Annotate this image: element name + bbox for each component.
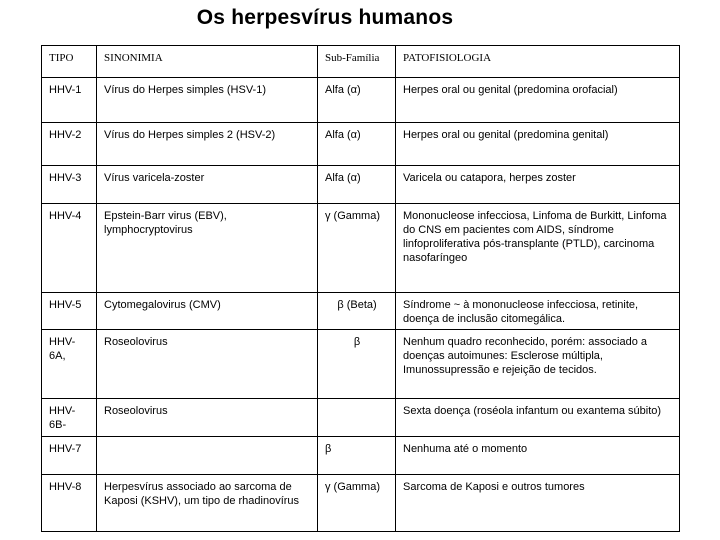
cell-sinonimia: Herpesvírus associado ao sarcoma de Kaposi (KSHV), um tipo de rhadinovírus: [97, 475, 318, 532]
cell-tipo: HHV-8: [42, 475, 97, 532]
herpesvirus-table: [41, 45, 680, 532]
cell-patofisiologia: Nenhum quadro reconhecido, porém: associado a doenças autoimunes: Esclerose múltipla, Imunossupressão e rejeição de tecidos.: [396, 330, 680, 399]
cell-subfamilia: β: [318, 330, 396, 399]
cell-tipo: HHV-4: [42, 204, 97, 292]
cell-subfamilia: Alfa (α): [318, 78, 396, 123]
table-row: [42, 204, 680, 292]
cell-patofisiologia: Mononucleose infecciosa, Linfoma de Burkitt, Linfoma do CNS em pacientes com AIDS, síndrome linfoproliferativa pós-transplante (PTLD), carcinoma nasofaríngeo: [396, 204, 680, 292]
header-subfamilia: Sub-Família: [318, 46, 396, 78]
table-row: [42, 123, 680, 166]
cell-sinonimia: Roseolovirus: [97, 330, 318, 399]
cell-subfamilia: Alfa (α): [318, 165, 396, 204]
cell-tipo: HHV-3: [42, 165, 97, 204]
cell-subfamilia: [318, 399, 396, 437]
cell-tipo: HHV-6A,: [42, 330, 97, 399]
cell-sinonimia: Roseolovirus: [97, 399, 318, 437]
cell-tipo: HHV-2: [42, 123, 97, 166]
cell-tipo: HHV-1: [42, 78, 97, 123]
cell-patofisiologia: Sexta doença (roséola infantum ou exantema súbito): [396, 399, 680, 437]
cell-sinonimia: Epstein-Barr virus (EBV), lymphocryptovirus: [97, 204, 318, 292]
cell-subfamilia: β: [318, 436, 396, 475]
cell-sinonimia: Vírus varicela-zoster: [97, 165, 318, 204]
cell-subfamilia: γ (Gamma): [318, 475, 396, 532]
table-row: [42, 165, 680, 204]
cell-sinonimia: Vírus do Herpes simples (HSV-1): [97, 78, 318, 123]
cell-patofisiologia: Herpes oral ou genital (predomina orofacial): [396, 78, 680, 123]
cell-sinonimia: Cytomegalovirus (CMV): [97, 292, 318, 330]
cell-sinonimia: Vírus do Herpes simples 2 (HSV-2): [97, 123, 318, 166]
table-row: [42, 399, 680, 437]
cell-patofisiologia: Sarcoma de Kaposi e outros tumores: [396, 475, 680, 532]
page-title: Os herpesvírus humanos: [196, 6, 454, 29]
cell-tipo: HHV-5: [42, 292, 97, 330]
table-row: [42, 436, 680, 475]
table-row: [42, 292, 680, 330]
cell-sinonimia: [97, 436, 318, 475]
cell-subfamilia: γ (Gamma): [318, 204, 396, 292]
header-tipo: TIPO: [42, 46, 97, 78]
header-patofisiologia: PATOFISIOLOGIA: [396, 46, 680, 78]
cell-subfamilia: β (Beta): [318, 292, 396, 330]
cell-patofisiologia: Síndrome ~ à mononucleose infecciosa, retinite, doença de inclusão citomegálica.: [396, 292, 680, 330]
table-row: [42, 330, 680, 399]
cell-subfamilia: Alfa (α): [318, 123, 396, 166]
table-row: [42, 78, 680, 123]
header-row: [42, 46, 680, 78]
cell-tipo: HHV-6B-: [42, 399, 97, 437]
cell-patofisiologia: Varicela ou catapora, herpes zoster: [396, 165, 680, 204]
cell-patofisiologia: Herpes oral ou genital (predomina genital): [396, 123, 680, 166]
cell-tipo: HHV-7: [42, 436, 97, 475]
table-row: [42, 475, 680, 532]
cell-patofisiologia: Nenhuma até o momento: [396, 436, 680, 475]
header-sinonimia: SINONIMIA: [97, 46, 318, 78]
